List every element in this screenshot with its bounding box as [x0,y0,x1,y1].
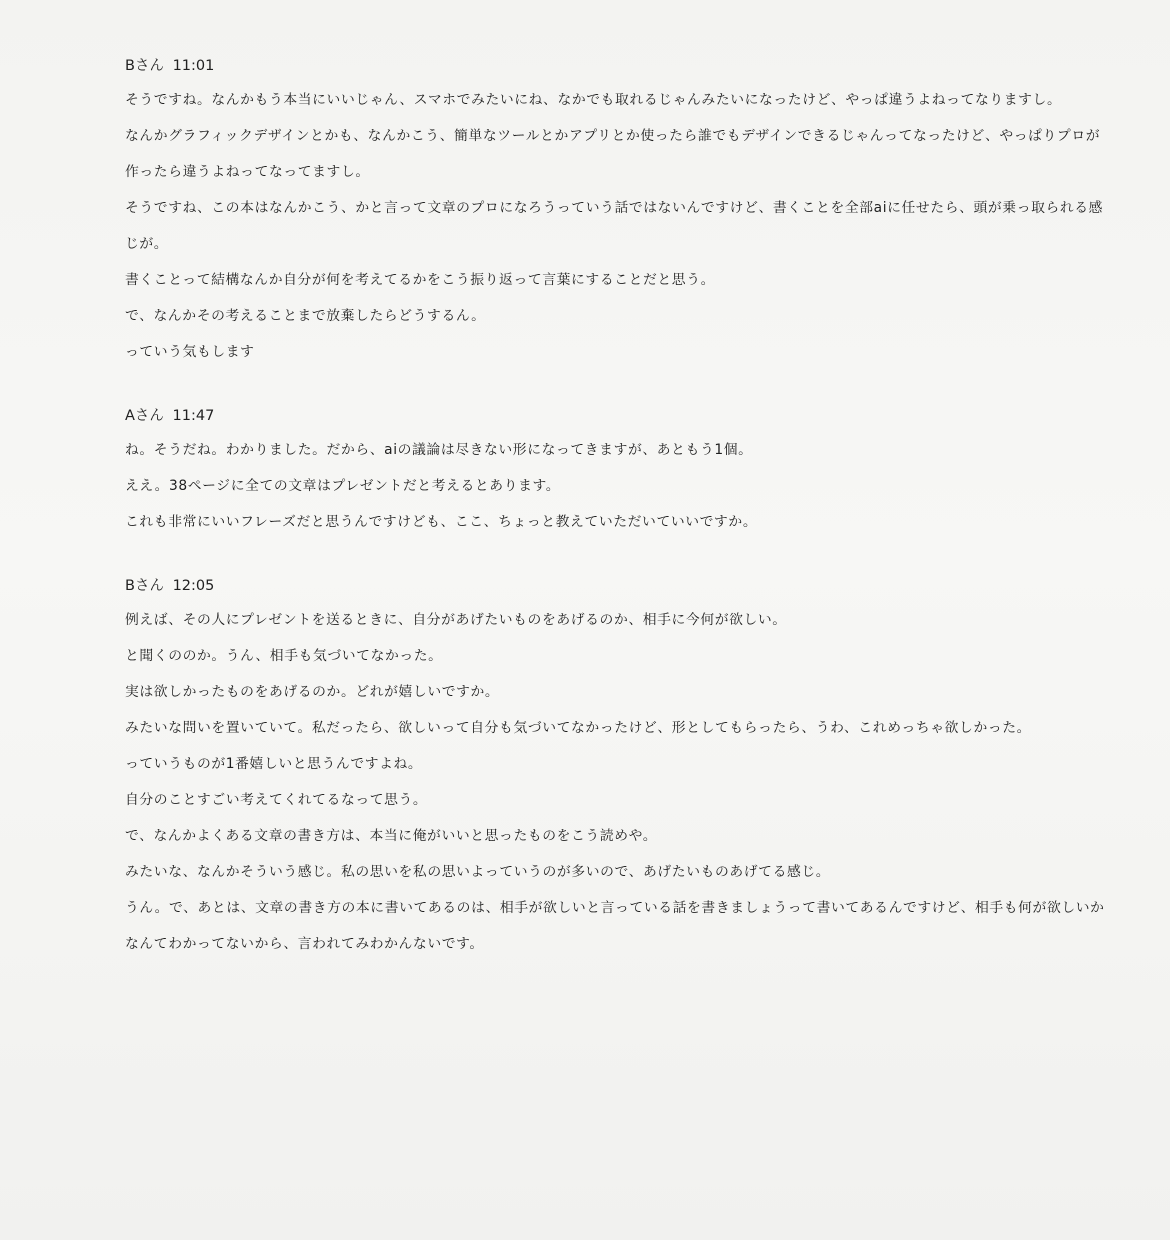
message-line: 実は欲しかったものをあげるのか。どれが嬉しいですか。 [125,684,500,700]
message-time: 11:47 [172,408,215,424]
message-line: みたいな、なんかそういう感じ。私の思いを私の思いよっていうのが多いので、あげたいものあげてる感じ。 [125,864,831,880]
message-line: そうですね。なんかもう本当にいいじゃん、スマホでみたいにね、なかでも取れるじゃんみたいになったけど、やっぱ違うよねってなりますし。 [125,92,1062,108]
message-line: うん。で、あとは、文章の書き方の本に書いてあるのは、相手が欲しいと言っている話を書きましょうって書いてあるんですけど、相手も何が欲しいかなんてわかってないから、言われてみわかんないです。 [125,900,1105,952]
message-block [125,56,1110,370]
speaker-name: Aさん [125,408,164,424]
message-line: 書くことって結構なんか自分が何を考えてるかをこう振り返って言葉にすることだと思う。 [125,272,715,288]
speaker-header [125,56,1110,76]
message-line: みたいな問いを置いていて。私だったら、欲しいって自分も気づいてなかったけど、形としてもらったら、うわ、これめっちゃ欲しかった。 [125,720,1032,736]
message-block [125,576,1110,962]
speaker-name: Bさん [125,58,164,74]
message-line: で、なんかその考えることまで放棄したらどうするん。 [125,308,486,324]
message-line: っていうものが1番嬉しいと思うんですよね。 [125,756,423,772]
message-line: ええ。38ページに全ての文章はプレゼントだと考えるとあります。 [125,478,561,494]
speaker-name: Bさん [125,578,164,594]
speaker-header [125,406,1110,426]
message-line: っていう気もします [125,344,255,360]
message-line: 例えば、その人にプレゼントを送るときに、自分があげたいものをあげるのか、相手に今何が欲しい。 [125,612,787,628]
message-line: これも非常にいいフレーズだと思うんですけども、ここ、ちょっと教えていただいていいですか。 [125,514,758,530]
message-line: で、なんかよくある文章の書き方は、本当に俺がいいと思ったものをこう読めや。 [125,828,658,844]
message-block [125,406,1110,540]
speaker-header [125,576,1110,596]
message-line: ね。そうだね。わかりました。だから、aiの議論は尽きない形になってきますが、あともう1個。 [125,442,753,458]
message-line: そうですね、この本はなんかこう、かと言って文章のプロになろうっていう話ではないんですけど、書くことを全部aiに任せたら、頭が乗っ取られる感じが。 [125,200,1104,252]
message-line: 自分のことすごい考えてくれてるなって思う。 [125,792,428,808]
message-time: 11:01 [172,58,215,74]
message-line: と聞くののか。うん、相手も気づいてなかった。 [125,648,443,664]
message-line: なんかグラフィックデザインとかも、なんかこう、簡単なツールとかアプリとか使ったら誰でもデザインできるじゃんってなったけど、やっぱりプロが作ったら違うよねってなってますし。 [125,128,1101,180]
message-time: 12:05 [172,578,215,594]
